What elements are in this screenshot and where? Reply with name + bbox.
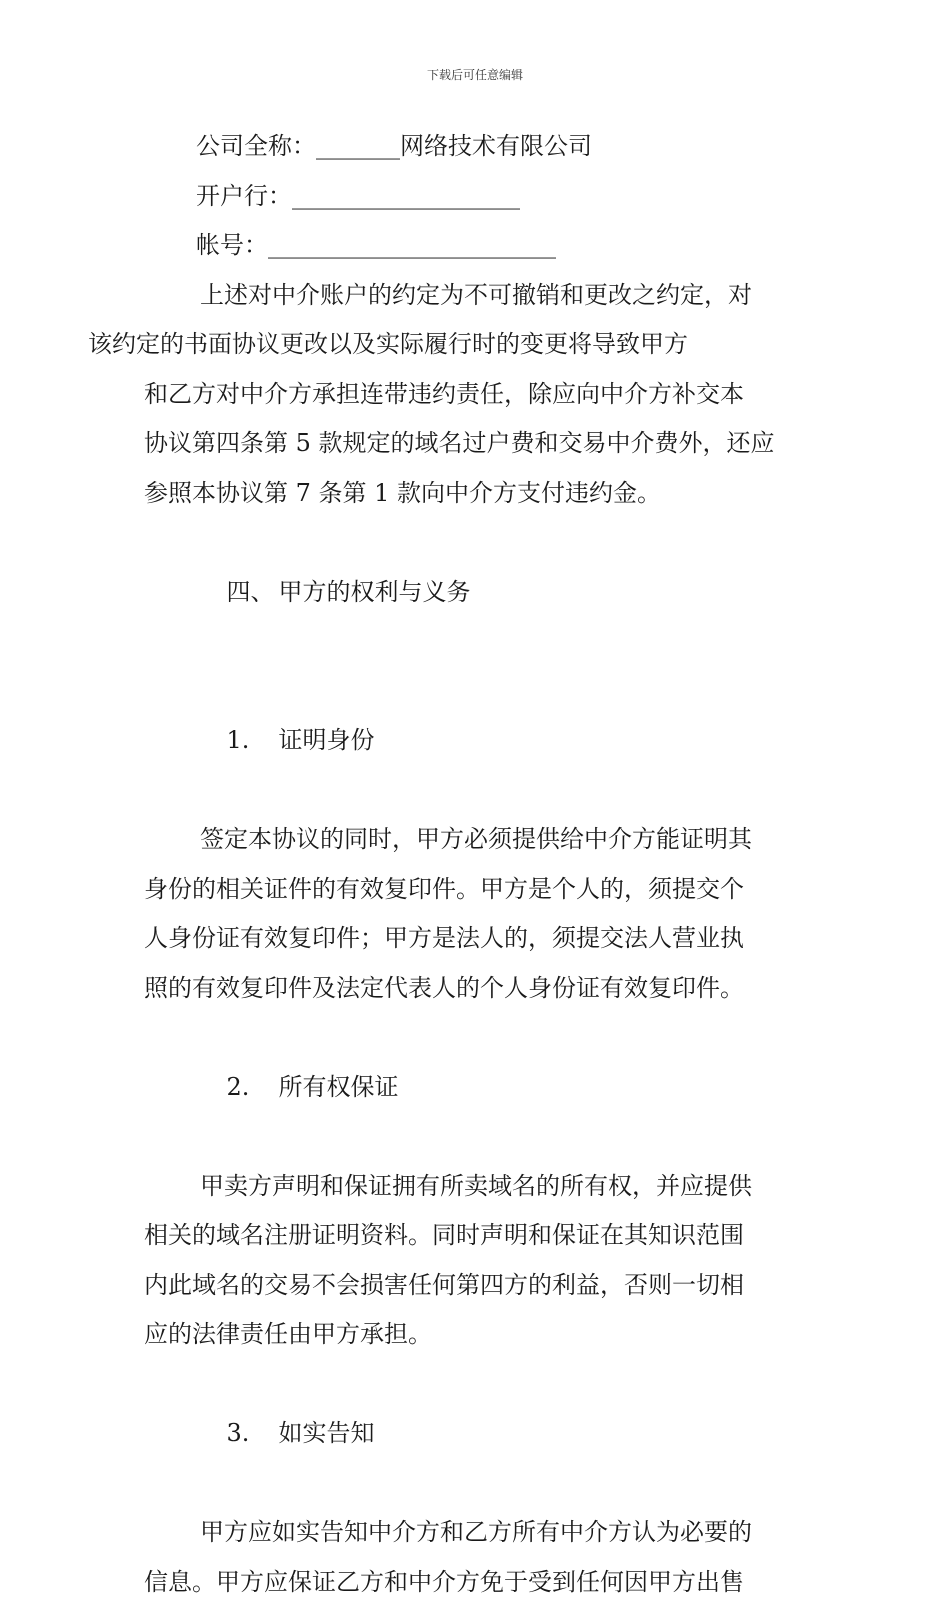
item-number: 1. bbox=[227, 716, 279, 766]
paragraph-line: 甲卖方声明和保证拥有所卖域名的所有权，并应提供 bbox=[144, 1162, 806, 1212]
paragraph-line: 人身份证有效复印件；甲方是法人的，须提交法人营业执 bbox=[144, 914, 806, 964]
page-header: 下载后可任意编辑 bbox=[0, 66, 950, 83]
item-number: 3. bbox=[227, 1409, 279, 1459]
bank-field: 开户行：___________________ bbox=[144, 172, 806, 222]
item-number: 2. bbox=[227, 1063, 279, 1113]
paragraph-line: 该约定的书面协议更改以及实际履行时的变更将导致甲方 bbox=[88, 320, 806, 370]
paragraph-line: 参照本协议第 7 条第 1 款向中介方支付违约金。 bbox=[144, 469, 806, 519]
paragraph-line: 照的有效复印件及法定代表人的个人身份证有效复印件。 bbox=[144, 964, 806, 1014]
paragraph-line: 应的法律责任由甲方承担。 bbox=[144, 1310, 806, 1360]
item-title: 所有权保证 bbox=[279, 1073, 399, 1101]
ownership-paragraph bbox=[144, 1162, 806, 1360]
paragraph-line: 上述对中介账户的约定为不可撤销和更改之约定，对 bbox=[144, 271, 806, 321]
item-title: 如实告知 bbox=[279, 1419, 375, 1447]
identity-paragraph bbox=[144, 815, 806, 1013]
item-heading-2 bbox=[144, 1013, 806, 1162]
paragraph-line: 甲方应如实告知中介方和乙方所有中介方认为必要的 bbox=[144, 1508, 806, 1558]
paragraph-line: 签定本协议的同时，甲方必须提供给中介方能证明其 bbox=[144, 815, 806, 865]
item-title: 证明身份 bbox=[279, 726, 375, 754]
company-name-field: 公司全称：_______网络技术有限公司 bbox=[144, 122, 806, 172]
document-body bbox=[144, 122, 806, 1607]
disclosure-paragraph bbox=[144, 1508, 806, 1607]
paragraph-line: 相关的域名注册证明资料。同时声明和保证在其知识范围 bbox=[144, 1211, 806, 1261]
item-heading-1 bbox=[144, 667, 806, 816]
paragraph-line: 信息。甲方应保证乙方和中介方免于受到任何因甲方出售 bbox=[144, 1558, 806, 1607]
section-title: 甲方的权利与义务 bbox=[279, 578, 471, 606]
paragraph-line: 和乙方对中介方承担连带违约责任，除应向中介方补交本 bbox=[144, 370, 806, 420]
item-heading-3 bbox=[144, 1360, 806, 1509]
account-field: 帐号：________________________ bbox=[144, 221, 806, 271]
paragraph-line: 协议第四条第 5 款规定的域名过户费和交易中介费外，还应 bbox=[144, 419, 806, 469]
section-heading bbox=[144, 518, 806, 667]
paragraph-line: 身份的相关证件的有效复印件。甲方是个人的，须提交个 bbox=[144, 865, 806, 915]
section-number: 四、 bbox=[227, 568, 279, 618]
paragraph-line: 内此域名的交易不会损害任何第四方的利益，否则一切相 bbox=[144, 1261, 806, 1311]
intermediary-account-paragraph bbox=[144, 271, 806, 519]
